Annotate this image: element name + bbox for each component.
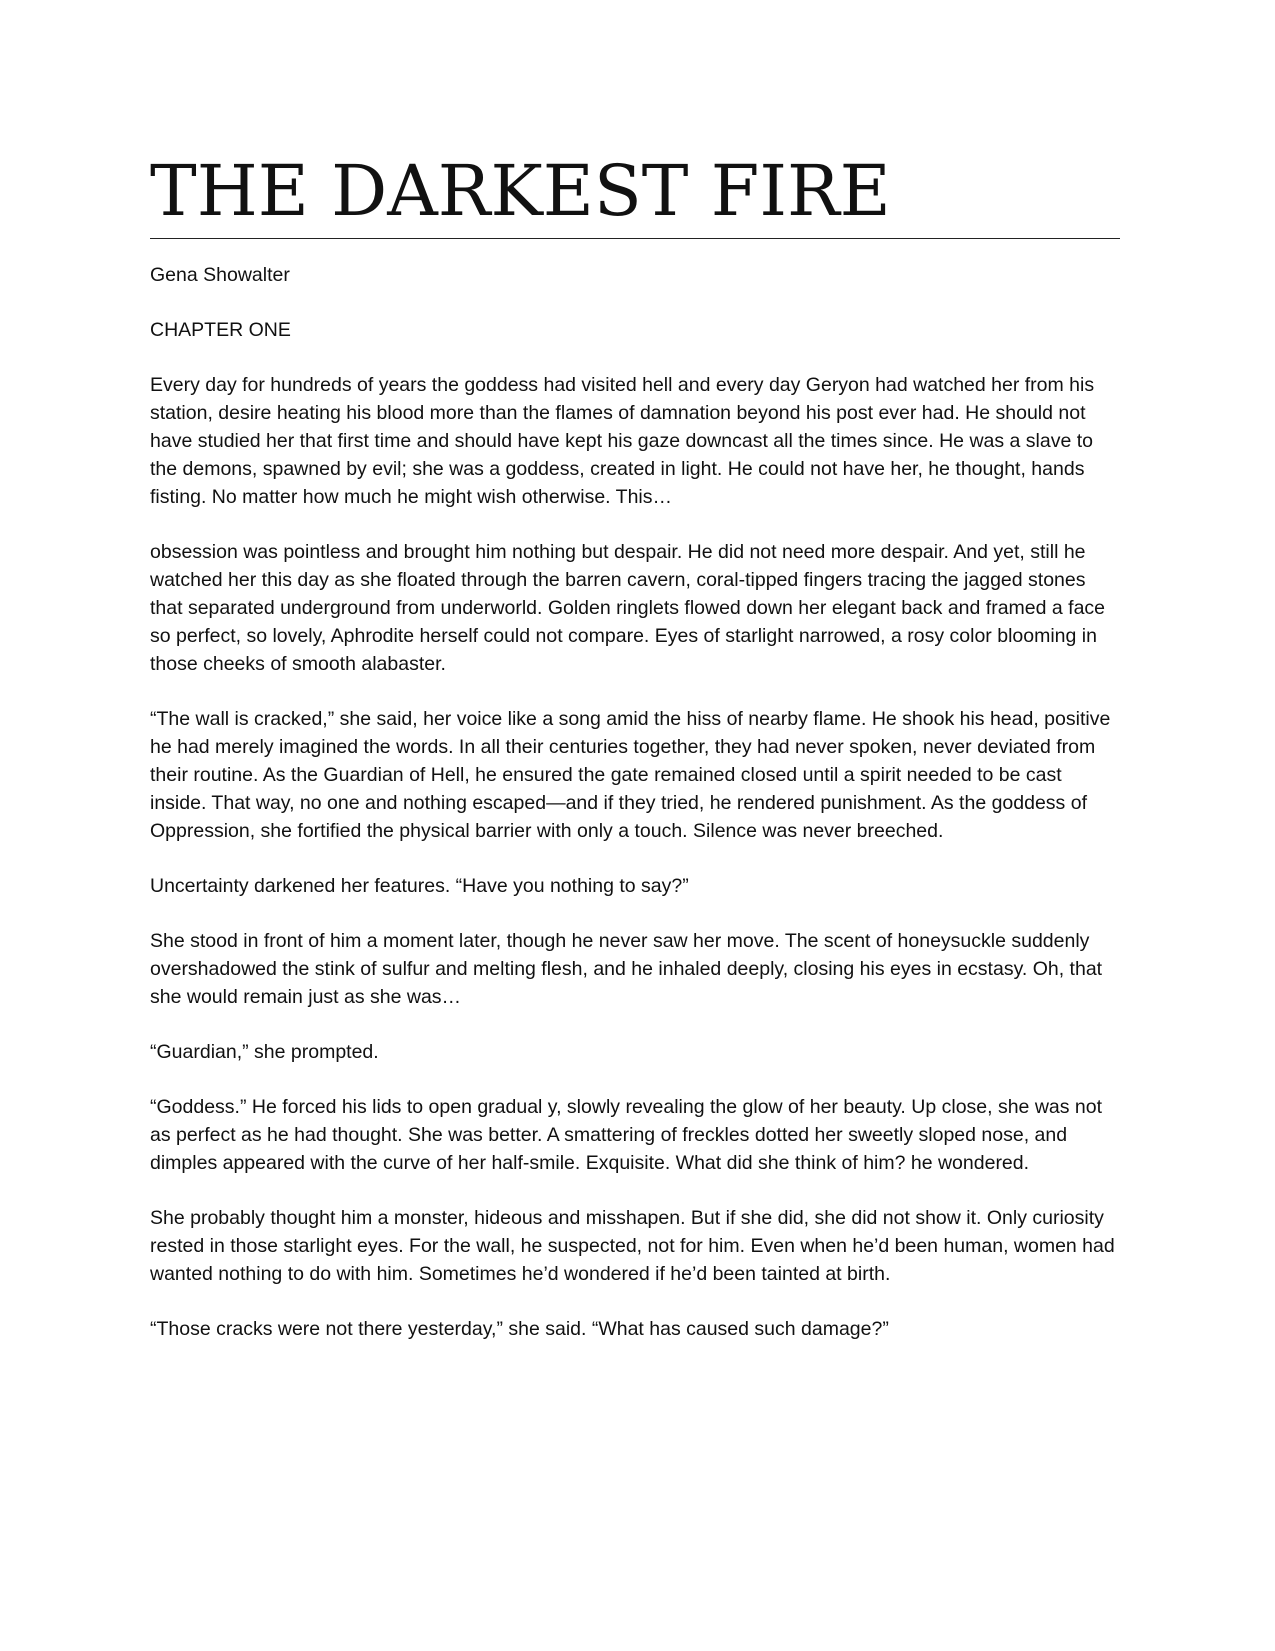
- paragraph: She stood in front of him a moment later, though he never saw her move. The scent of honeysuckle suddenly overshadowed the stink of sulfur and melting flesh, and he inhaled deeply, closing his eyes in ecstasy. Oh, that she would remain just as she was…: [150, 930, 1103, 1008]
- paragraph: “Those cracks were not there yesterday,” she said. “What has caused such damage?”: [150, 1318, 889, 1340]
- document-page: [150, 150, 1120, 1343]
- paragraph: “The wall is cracked,” she said, her voice like a song amid the hiss of nearby flame. He shook his head, positive he had merely imagined the words. In all their centuries together, they had never spoken, never deviated from their routine. As the Guardian of Hell, he ensured the gate remained closed until a spirit needed to be cast inside. That way, no one and nothing escaped—and if they tried, he rendered punishment. As the goddess of Oppression, she fortified the physical barrier with only a touch. Silence was never breeched.: [150, 708, 1111, 842]
- paragraph: “Guardian,” she prompted.: [150, 1041, 379, 1063]
- chapter-heading: CHAPTER ONE: [150, 319, 291, 341]
- paragraph: Every day for hundreds of years the goddess had visited hell and every day Geryon had watched her from his station, desire heating his blood more than the flames of damnation beyond his post ever had. He should not have studied her that first time and should have kept his gaze downcast all the times since. He was a slave to the demons, spawned by evil; she was a goddess, created in light. He could not have her, he thought, hands fisting. No matter how much he might wish otherwise. This…: [150, 374, 1095, 508]
- document-title: THE DARKEST FIRE: [150, 150, 1120, 239]
- paragraph: She probably thought him a monster, hideous and misshapen. But if she did, she did not show it. Only curiosity rested in those starlight eyes. For the wall, he suspected, not for him. Even when he’d been human, women had wanted nothing to do with him. Sometimes he’d wondered if he’d been tainted at birth.: [150, 1207, 1115, 1285]
- paragraph: obsession was pointless and brought him nothing but despair. He did not need more despair. And yet, still he watched her this day as she floated through the barren cavern, coral-tipped fingers tracing the jagged stones that separated underground from underworld. Golden ringlets flowed down her elegant back and framed a face so perfect, so lovely, Aphrodite herself could not compare. Eyes of starlight narrowed, a rosy color blooming in those cheeks of smooth alabaster.: [150, 541, 1106, 675]
- document-body: [150, 261, 1120, 1343]
- author-name: Gena Showalter: [150, 264, 290, 286]
- paragraph: Uncertainty darkened her features. “Have you nothing to say?”: [150, 875, 689, 897]
- paragraph: “Goddess.” He forced his lids to open gradual y, slowly revealing the glow of her beauty. Up close, she was not as perfect as he had thought. She was better. A smattering of freckles dotted her sweetly sloped nose, and dimples appeared with the curve of her half-smile. Exquisite. What did she think of him? he wondered.: [150, 1096, 1103, 1174]
